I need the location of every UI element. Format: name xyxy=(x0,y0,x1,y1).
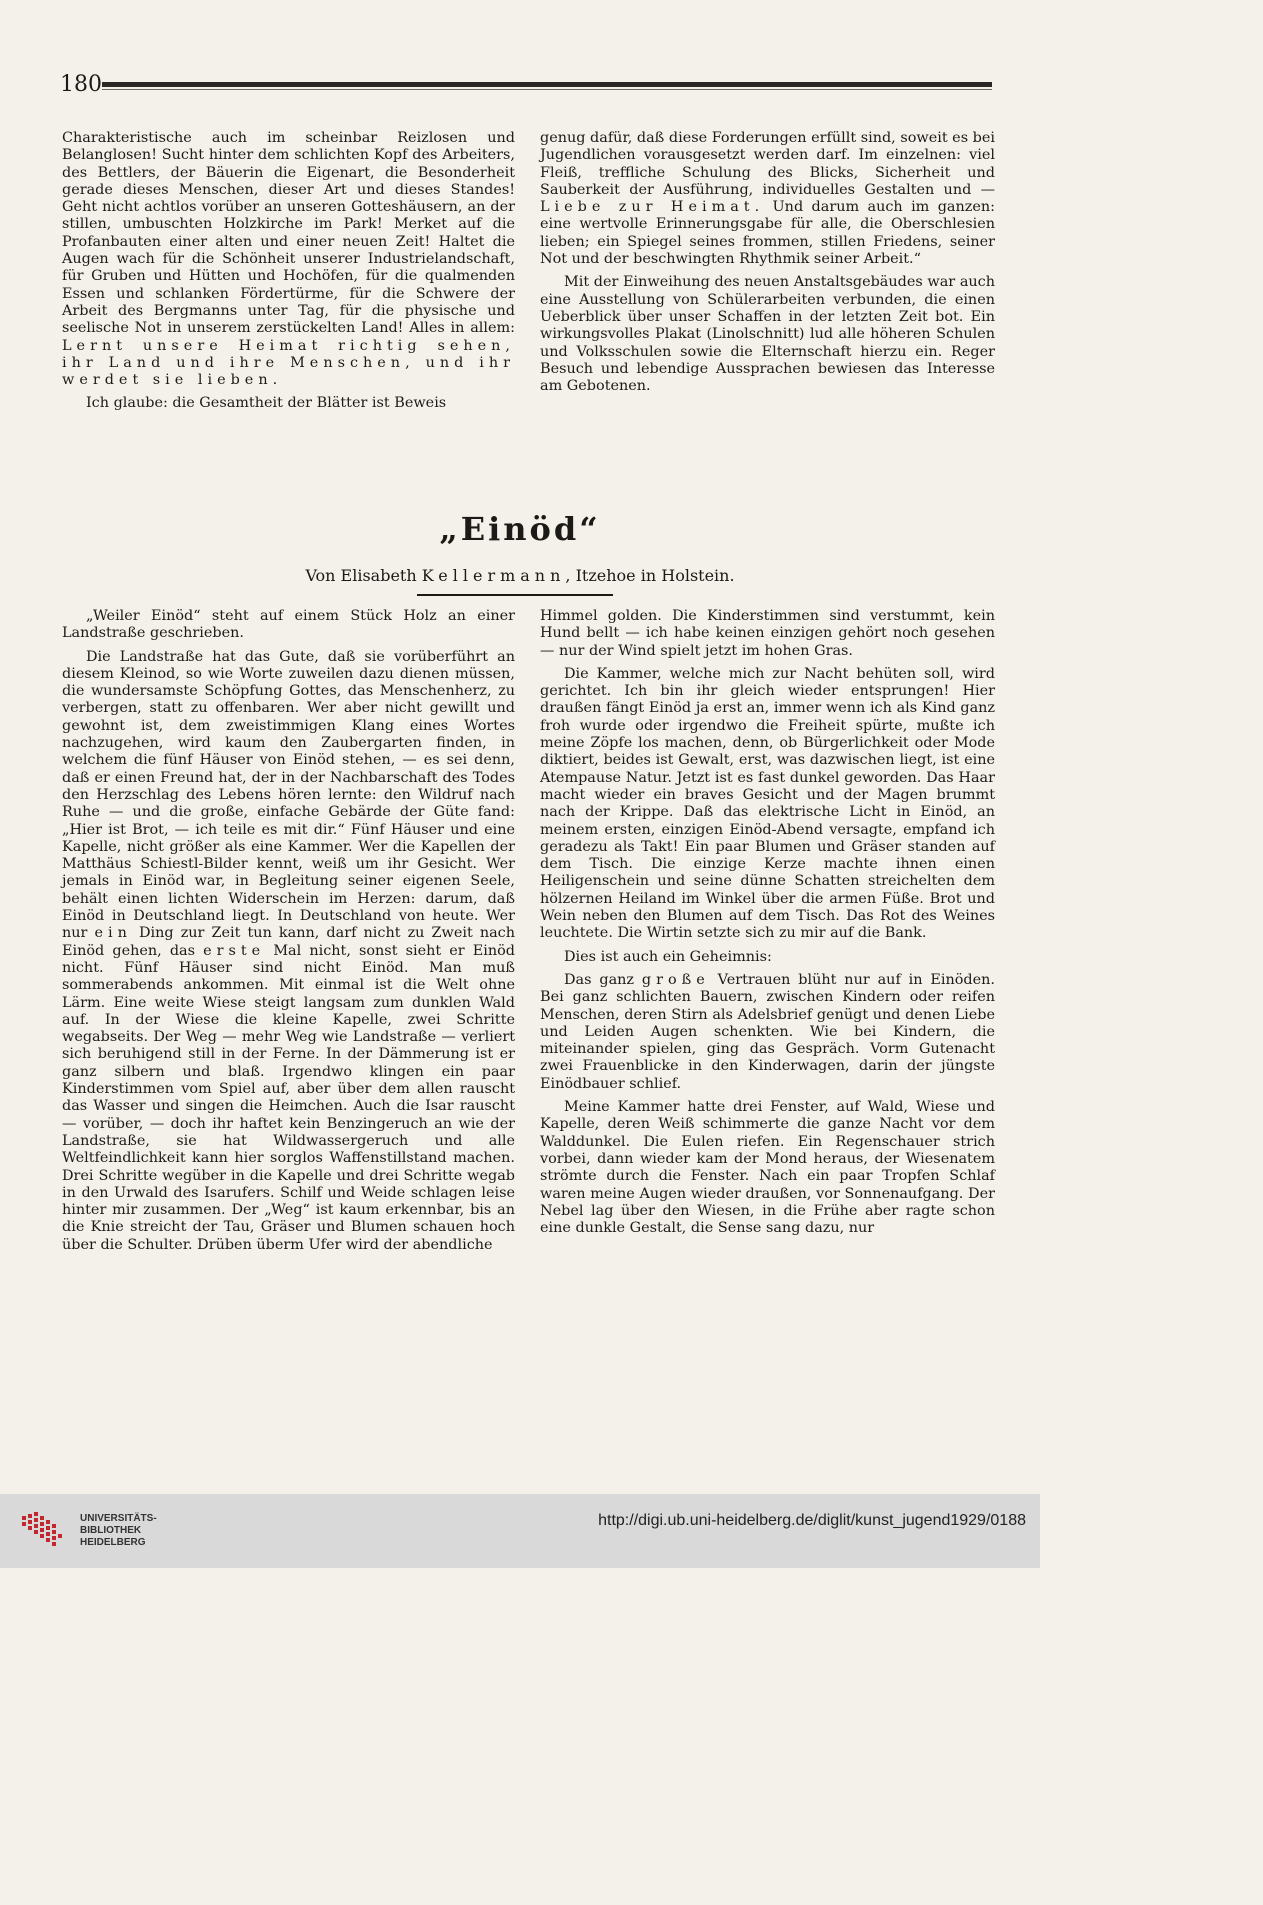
paragraph-text: Vertrauen blüht nur auf in Einöden. Bei ganz schlichten Bauern, zwischen Kindern oder reifen Menschen, deren Stirn als Adelsbrief genügt und denen Liebe und Leiden Augen schenkten. Wie bei Kindern, die miteinander spielen, ging das Gespräch. Vorm Gutenacht zwei Frauenblicke in den Kinderwagen, darin der jüngste Einödbauer schlief. xyxy=(540,971,996,1092)
top-left-column xyxy=(62,130,515,419)
paragraph xyxy=(62,649,515,1254)
bottom-right-column xyxy=(540,608,995,1243)
paragraph xyxy=(540,972,995,1093)
paragraph-text: Mal nicht, sonst sieht er Einöd nicht. Fünf Häuser sind nicht Einöd. Man muß sommerabends ankommen. Mit einmal ist die Welt ohne Lärm. Eine weite Wiese steigt langsam zum dunklen Wald auf. In der Wiese die kleine Kapelle, zwei Schritte wegabseits. Der Weg — mehr Weg wie Landstraße — verliert sich beruhigend still in der Ferne. In der Dämmerung ist er ganz silbern und blaß. Irgendwo klingen ein paar Kinderstimmen vom Spiel auf, aber über dem allen rauscht das Wasser und singen die Heimchen. Auch die Isar rauscht — vorüber, — doch ihr haftet kein Benzingeruch an wie der Landstraße, sie hat Wildwassergeruch und alle Weltfeindlichkeit kann hier sorglos Waffenstillstand machen. Drei Schritte wegüber in die Kapelle und drei Schritte wegab in den Urwald des Isarufers. Schilf und Weide schlagen leise hinter mir zusammen. Der „Weg“ ist kaum erkennbar, bis an die Knie streicht der Tau, Gräser und Blumen schauen hoch über die Schulter. Drüben überm Ufer wird der abendliche xyxy=(62,942,515,1253)
paragraph: Mit der Einweihung des neuen Anstaltsgebäudes war auch eine Ausstellung von Schülerarbeiten verbunden, die einen Ueberblick über unser Schaffen in der letzten Zeit bot. Ein wirkungsvolles Plakat (Linolschnitt) lud alle höheren Schulen und Volksschulen sowie die Elternschaft hierzu ein. Reger Besuch und lebendige Aussprachen bewiesen das Interesse am Gebotenen. xyxy=(540,274,995,395)
bottom-left-column xyxy=(62,608,515,1260)
logo-line: HEIDELBERG xyxy=(80,1537,146,1548)
paragraph: „Weiler Einöd“ steht auf einem Stück Holz an einer Landstraße geschrieben. xyxy=(62,608,515,642)
byline-location: , Itzehoe in Holstein. xyxy=(565,566,735,585)
source-url-link[interactable]: http://digi.ub.uni-heidelberg.de/diglit/kunst_jugend1929/0188 xyxy=(598,1512,1026,1529)
paragraph-text: genug dafür, daß diese Forderungen erfüllt sind, soweit es bei Jugendlichen vorausgesetzt werden darf. Im einzelnen: viel Fleiß, treffliche Schulung des Blicks, Sicherheit und Sauberkeit der Ausführung, individuelles Gestalten und — xyxy=(540,130,995,198)
library-logo-icon xyxy=(20,1510,64,1550)
byline-prefix: Von Elisabeth xyxy=(305,566,417,585)
title-rule xyxy=(417,594,613,596)
paragraph-text: Charakteristische auch im scheinbar Reizlosen und Belanglosen! Sucht hinter dem schlichten Kopf des Arbeiters, des Bettlers, der Bäuerin die Eigenart, die Besonderheit gerade dieses Menschen, dieser Art und dieses Standes! Geht nicht achtlos vorüber an unseren Gotteshäusern, an der stillen, umbuschten Holzkirche im Park! Merket auf die Profanbauten einer alten und einer neuen Zeit! Haltet die Augen wach für die Schönheit unserer Industrielandschaft, für Gruben und Hütten und Hochöfen, für die qualmenden Essen und schlanken Fördertürme, für die Schwere der Arbeit des Bergmanns unter Tag, für die physische und seelische Not in unserem zerstückelten Land! Alles in allem: xyxy=(62,130,515,337)
page-number: 180 xyxy=(60,72,102,97)
paragraph: Himmel golden. Die Kinderstimmen sind verstummt, kein Hund bellt — ich habe keinen einzigen gehört noch gesehen — nur der Wind spielt jetzt im hohen Gras. xyxy=(540,608,995,659)
paragraph: Ich glaube: die Gesamtheit der Blätter ist Beweis xyxy=(86,395,447,412)
logo-line: UNIVERSITÄTS- xyxy=(80,1513,157,1524)
article-title: „Einöd“ xyxy=(439,510,601,548)
spaced-emphasis: erste xyxy=(203,942,266,959)
paragraph xyxy=(62,130,515,389)
library-logo-text xyxy=(80,1513,157,1549)
spaced-emphasis: Lernt unsere Heimat richtig sehen, ihr Land und ihre Menschen, und ihr werdet sie lieben. xyxy=(62,337,515,389)
paragraph-text: Und darum auch im ganzen: eine wertvolle Erinnerungsgabe für alle, die Oberschlesien lieben; ein Spiegel seines frommen, stillen Friedens, seiner Not und der beschwingten Rhythmik seiner Arbeit.“ xyxy=(540,199,995,268)
paragraph: Die Kammer, welche mich zur Nacht behüten soll, wird gerichtet. Ich bin ihr gleich wieder entsprungen! Hier draußen fängt Einöd ja erst an, immer wenn ich als Kind ganz froh wurde oder irgendwo die Freiheit spürte, mußte ich meine Zöpfe los machen, denn, ob Bürgerlichkeit oder Mode diktiert, beides ist Gewalt, erst, was dazwischen liegt, ist eine Atempause Natur. Jetzt ist es fast dunkel geworden. Das Haar macht wieder ein braves Gesicht und der Magen brummt nach der Krippe. Daß das elektrische Licht in Einöd, an meinem ersten, einzigen Einöd-Abend versagte, empfand ich geradezu als Takt! Ein paar Blumen und Gräser standen auf dem Tisch. Die einzige Kerze machte ihnen einen Heiligenschein und seine dünne Schatten streichelten dem hölzernen Heiland im Winkel über die armen Füße. Brot und Wein neben den Blumen auf dem Tisch. Das Rot des Weines leuchtete. Die Wirtin setzte sich zu mir auf die Bank. xyxy=(540,665,995,942)
paragraph-text: Ding zur Zeit tun kann, darf nicht zu Zweit nach Einöd gehen, das xyxy=(62,925,515,959)
paragraph: Dies ist auch ein Geheimnis: xyxy=(564,948,772,965)
logo-line: BIBLIOTHEK xyxy=(80,1525,142,1536)
top-right-column xyxy=(540,130,995,401)
paragraph-text: Die Landstraße hat das Gute, daß sie vorüberführt an diesem Kleinod, so wie Worte zuweilen dazu dienen müssen, die wundersamste Schöpfung Gottes, das Menschenherz, zu verbergen, statt zu offenbaren. Wer aber nicht gewillt und gewohnt ist, dem zweistimmigen Klang eines Wortes nachzugehen, wird kaum den Zaubergarten finden, in welchem die fünf Häuser von Einöd stehen, — es sei denn, daß er einen Freund hat, der in der Nachbarschaft des Todes den Herzschlag des Lebens hören lernte: den Wildruf nach Ruhe — und die große, einfache Gebärde der Güte fand: „Hier ist Brot, — ich teile es mit dir.“ Fünf Häuser und eine Kapelle, nicht größer als eine Kammer. Wer die Kapellen der Matthäus Schiestl-Bilder kennt, weiß um ihr Gesicht. Wer jemals in Einöd war, in Begleitung seiner eigenen Seele, behält einen lichten Widerschein im Herzen: darum, daß Einöd in Deutschland liegt. In Deutschland von heute. Wer nur xyxy=(62,648,515,942)
spaced-emphasis: Liebe zur Heimat. xyxy=(540,199,765,216)
spaced-emphasis: ein xyxy=(94,925,132,942)
spaced-emphasis: große xyxy=(641,971,710,988)
byline xyxy=(0,566,1040,585)
paragraph-text: Das ganz xyxy=(564,971,635,988)
author-name: Kellermann xyxy=(421,566,566,585)
header-rule xyxy=(102,82,992,87)
paragraph: Meine Kammer hatte drei Fenster, auf Wald, Wiese und Kapelle, deren Weiß schimmerte die ganze Nacht vor dem Walddunkel. Die Eulen riefen. Ein Regenschauer strich vorbei, dann wieder kam der Mond heraus, der Wiesenatem strömte durch die Fenster. Nach ein paar Tropfen Schlaf waren meine Augen wieder draußen, vor Sonnenaufgang. Der Nebel lag über den Wiesen, in die Frühe aber ragte schon eine dunkle Gestalt, die Sense sang dazu, nur xyxy=(540,1099,995,1237)
paragraph xyxy=(540,130,995,268)
